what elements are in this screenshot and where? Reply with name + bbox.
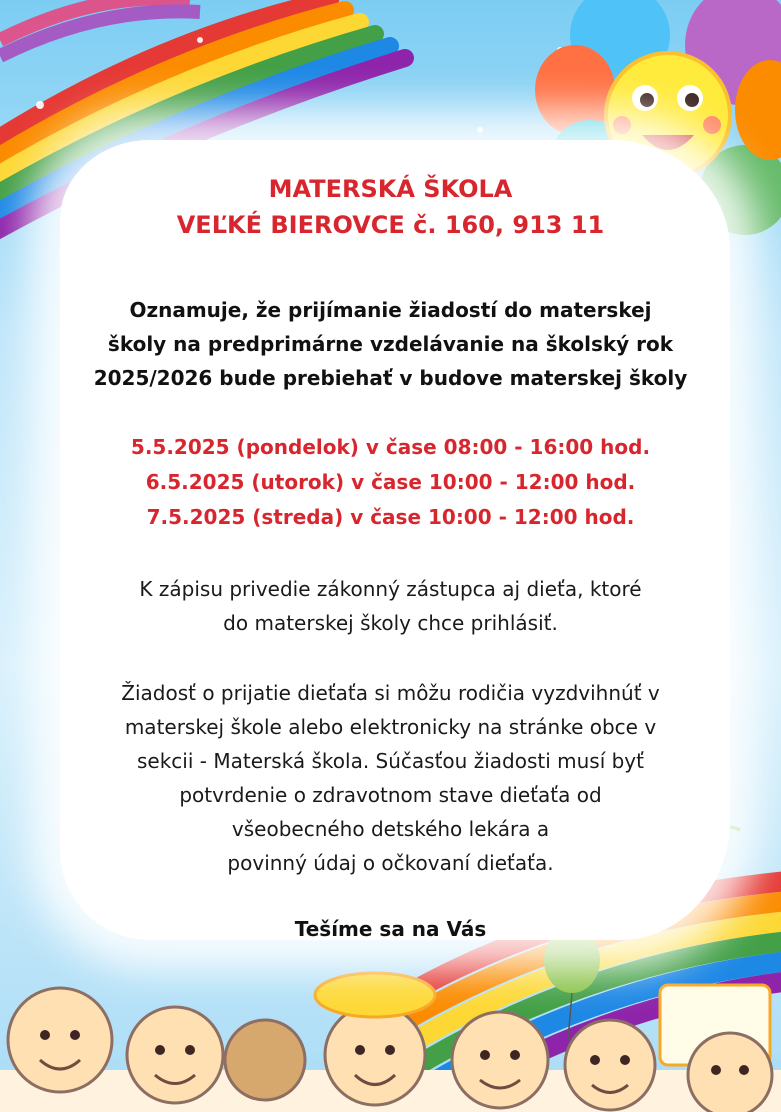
children-faces-icon <box>0 973 781 1112</box>
announcement-line: Oznamuje, že prijímanie žiadostí do materskej <box>129 298 652 322</box>
guardian-note <box>0 572 781 640</box>
application-info-line: sekcii - Materská škola. Súčasťou žiadosti musí byť <box>137 749 644 773</box>
date-line-wednesday: 7.5.2025 (streda) v čase 10:00 - 12:00 hod. <box>146 505 635 529</box>
date-line-tuesday: 6.5.2025 (utorok) v čase 10:00 - 12:00 hod. <box>145 470 636 494</box>
application-info <box>0 676 781 880</box>
enrollment-dates <box>0 430 781 535</box>
announcement-line: školy na predprimárne vzdelávanie na školský rok <box>107 332 674 356</box>
application-info-line: všeobecného detského lekára a <box>231 817 550 841</box>
application-info-line: potvrdenie o zdravotnom stave dieťaťa od <box>179 783 602 807</box>
announcement-line: 2025/2026 bude prebiehať v budove materskej školy <box>93 366 688 390</box>
guardian-note-line: K zápisu privedie zákonný zástupca aj dieťa, ktoré <box>139 577 642 601</box>
application-info-line: povinný údaj o očkovaní dieťaťa. <box>227 851 554 875</box>
school-address-title: VEĽKÉ BIEROVCE č. 160, 913 11 <box>176 211 605 239</box>
guardian-note-line: do materskej školy chce prihlásiť. <box>223 611 558 635</box>
application-info-line: Žiadosť o prijatie dieťaťa si môžu rodičia vyzdvihnúť v <box>121 681 660 705</box>
date-line-monday: 5.5.2025 (pondelok) v čase 08:00 - 16:00 hod. <box>130 435 651 459</box>
application-info-line: materskej škole alebo elektronicky na stránke obce v <box>124 715 657 739</box>
closing-greeting: Tešíme sa na Vás <box>294 917 487 941</box>
announcement-text <box>0 293 781 395</box>
school-name-title: MATERSKÁ ŠKOLA <box>268 175 513 203</box>
